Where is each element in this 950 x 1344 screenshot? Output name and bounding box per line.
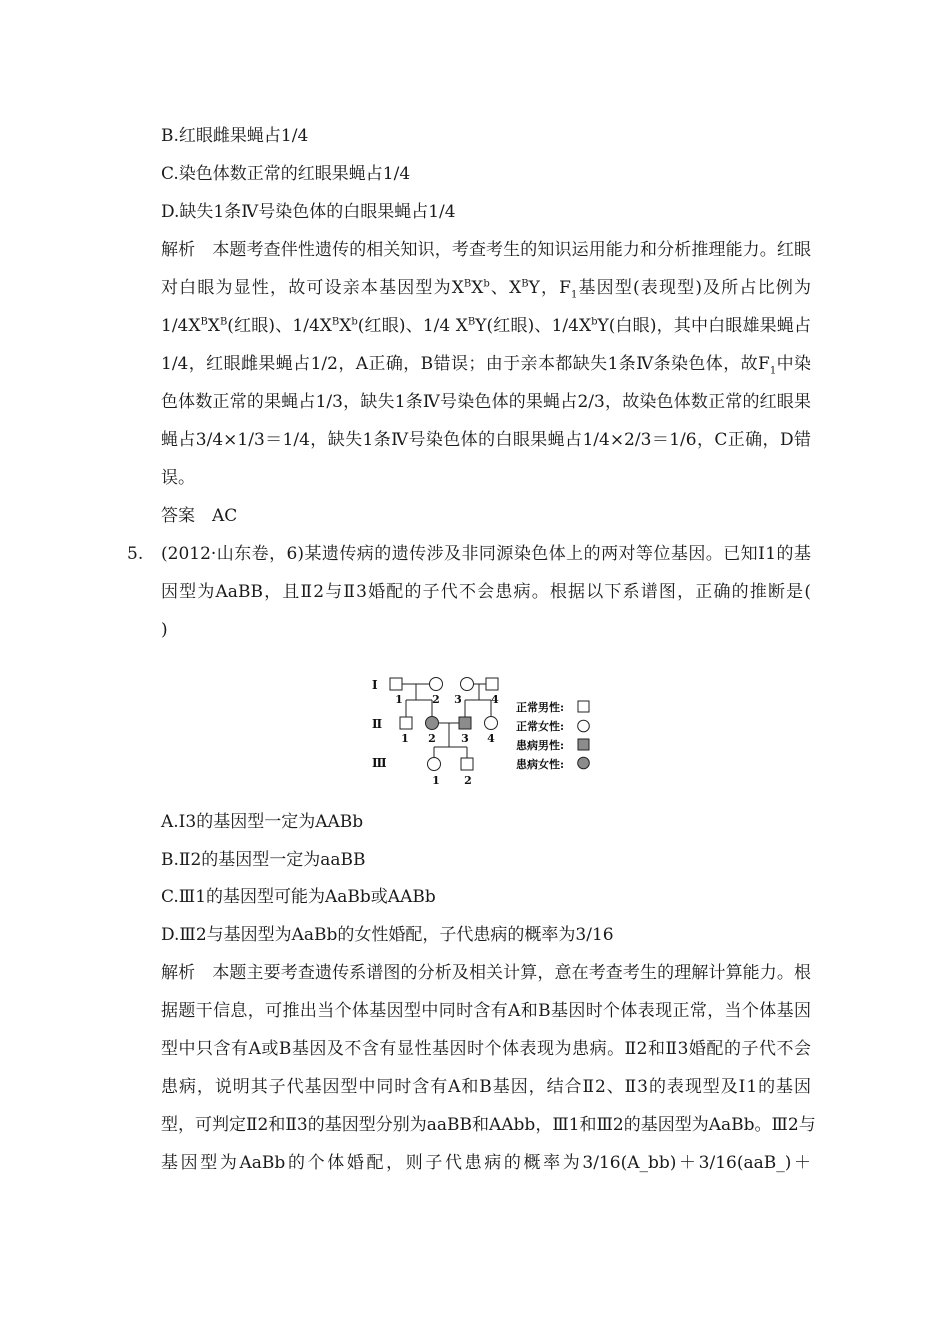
analysis2-line5: 型，可判定Ⅱ2和Ⅱ3的基因型分别为aaBB和AAbb，Ⅲ1和Ⅲ2的基因型为AaBb。Ⅲ2与 [161, 1115, 816, 1135]
gen-label-2: Ⅱ [372, 717, 383, 731]
legend-affected-female-symbol [578, 757, 590, 769]
gen2-affected-male-3 [459, 717, 471, 729]
gen3-num-1: 1 [432, 774, 440, 787]
gen3-male-2 [461, 758, 473, 770]
question5-line3: ) [161, 620, 168, 640]
legend-affected-male: 患病男性: [516, 739, 565, 752]
option-d-prev: D.缺失1条Ⅳ号染色体的白眼果蝇占1/4 [161, 202, 456, 222]
analysis1-line4: 1/4，红眼雌果蝇占1/2，A正确，B错误；由于亲本都缺失1条Ⅳ条染色体，故$F_1$中染 [161, 354, 811, 377]
gen1-num-4: 4 [491, 693, 499, 706]
gen2-male-1 [400, 717, 412, 729]
option-b: B.Ⅱ2的基因型一定为aaBB [161, 850, 366, 870]
analysis1-line5: 色体数正常的果蝇占1/3，缺失1条Ⅳ号染色体的果蝇占2/3，故染色体数正常的红眼果 [161, 392, 811, 412]
legend-normal-male: 正常男性: [516, 701, 565, 714]
question5-line1: (2012·山东卷，6)某遗传病的遗传涉及非同源染色体上的两对等位基因。已知Ⅰ1的基 [161, 544, 811, 564]
gen1-male-1 [390, 678, 402, 690]
question5-line2: 因型为AaBB，且Ⅱ2与Ⅱ3婚配的子代不会患病。根据以下系谱图，正确的推断是( [161, 582, 811, 602]
gen1-num-3: 3 [454, 693, 462, 706]
analysis1-line6: 蝇占3/4×1/3＝1/4，缺失1条Ⅳ号染色体的白眼果蝇占1/4×2/3＝1/6，C正确，D错 [161, 430, 811, 450]
gen2-num-4: 4 [487, 732, 495, 745]
pedigree-diagram [366, 672, 606, 792]
gen1-female-2 [430, 678, 443, 691]
question5-number: 5. [127, 544, 144, 564]
analysis2-line1: 解析 本题主要考查遗传系谱图的分析及相关计算，意在考查考生的理解计算能力。根 [161, 963, 811, 983]
option-d: D.Ⅲ2与基因型为AaBb的女性婚配，子代患病的概率为3/16 [161, 925, 614, 945]
gen1-male-4 [486, 678, 498, 690]
gen2-num-2: 2 [428, 732, 436, 745]
gen2-num-3: 3 [461, 732, 469, 745]
gen2-affected-female-2 [426, 717, 439, 730]
option-a: A.Ⅰ3的基因型一定为AABb [161, 812, 364, 832]
legend-affected-female: 患病女性: [516, 758, 565, 771]
legend-normal-female: 正常女性: [516, 720, 565, 733]
gen1-num-2: 2 [432, 693, 440, 706]
gen2-num-1: 1 [401, 732, 409, 745]
option-c-prev: C.染色体数正常的红眼果蝇占1/4 [161, 164, 411, 184]
gen-label-3: Ⅲ [372, 756, 387, 770]
analysis1-line7: 误。 [161, 468, 195, 488]
gen3-num-2: 2 [464, 774, 472, 787]
option-c: C.Ⅲ1的基因型可能为AaBb或AABb [161, 887, 436, 907]
analysis2-line2: 据题干信息，可推出当个体基因型中同时含有A和B基因时个体表现正常，当个体基因 [161, 1001, 811, 1021]
option-b-prev: B.红眼雌果蝇占1/4 [161, 126, 309, 146]
legend-normal-male-symbol [578, 701, 589, 712]
gen1-female-3 [461, 678, 474, 691]
analysis2-line6: 基因型为AaBb的个体婚配，则子代患病的概率为3/16(A_bb)＋3/16(aaB_)＋ [161, 1153, 811, 1173]
analysis2-line3: 型中只含有A或B基因及不含有显性基因时个体表现为患病。Ⅱ2和Ⅱ3婚配的子代不会 [161, 1039, 811, 1059]
answer1: 答案 AC [161, 506, 238, 526]
gen1-num-1: 1 [395, 693, 403, 706]
analysis1-line3: $1/4X^BX^B$(红眼)、$1/4X^BX^b$(红眼)、1/4 $X^BY$(红眼)、$1/4X^bY$(白眼)，其中白眼雄果蝇占 [161, 316, 811, 336]
analysis1-line2: 对白眼为显性，故可设亲本基因型为$X^BX^b$、$X^BY$，$F_1$基因型(表现型)及所占比例为 [161, 278, 811, 301]
gen-label-1: Ⅰ [372, 678, 378, 692]
legend-normal-female-symbol [578, 720, 590, 732]
gen2-female-4 [485, 717, 498, 730]
gen3-female-1 [428, 758, 441, 771]
legend-affected-male-symbol [578, 739, 589, 750]
analysis1-line1: 解析 本题考查伴性遗传的相关知识，考查考生的知识运用能力和分析推理能力。红眼 [161, 240, 811, 260]
analysis2-line4: 患病，说明其子代基因型中同时含有A和B基因，结合Ⅱ2、Ⅱ3的表现型及Ⅰ1的基因 [161, 1077, 811, 1097]
